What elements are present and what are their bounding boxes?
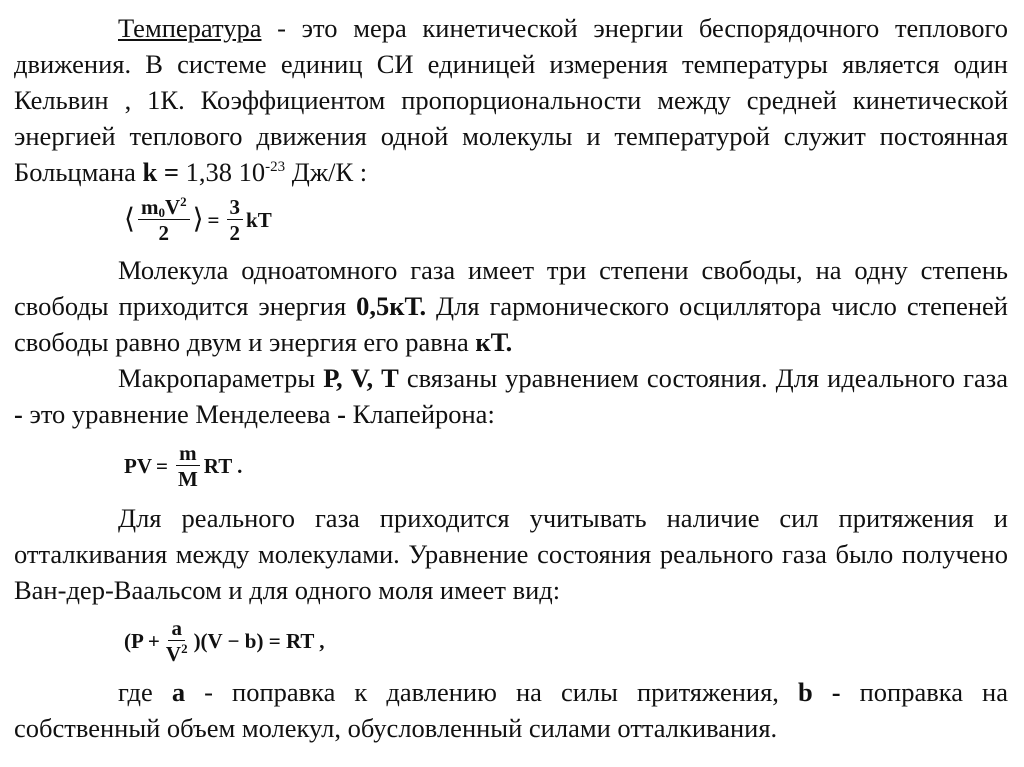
paragraph-corrections [14, 674, 1008, 746]
equals-sign: = [207, 207, 220, 232]
paragraph-degrees-of-freedom [14, 252, 1008, 360]
fraction-numerator [138, 193, 190, 220]
formula-rest: RT . [203, 453, 243, 478]
boltzmann-symbol: k = [142, 157, 186, 187]
formula-lhs: PV [124, 453, 152, 478]
paragraph-text: - поправка к давлению на силы притяжения, [185, 677, 798, 707]
symbol-b: b [797, 677, 813, 707]
velocity-symbol: V [164, 194, 181, 219]
term-temperature: Температура [118, 13, 262, 43]
paragraph-text: Молекула одноатомного газа имеет три степени свободы, на одну степень свободы приходится энергия [14, 255, 1008, 321]
fraction-denominator: 2 [158, 220, 170, 245]
volume-exponent: 2 [181, 640, 188, 656]
formula-van-der-waals [124, 614, 1008, 668]
formula-open: (P + [124, 628, 160, 653]
dash: - [831, 677, 841, 707]
paragraph-text: Макропараметры [118, 363, 324, 393]
fraction-three-halves [227, 196, 244, 245]
paragraph-temperature [14, 10, 1008, 190]
fraction-m-over-M [175, 442, 201, 491]
boltzmann-value: 1,38 10 [185, 157, 266, 187]
mass-symbol: m [140, 194, 159, 219]
fraction-numerator: a [168, 617, 185, 641]
dash: - [337, 399, 346, 429]
paragraph-text [813, 677, 832, 707]
fraction-mv2 [138, 193, 190, 245]
symbol-a: а [171, 677, 186, 707]
velocity-exponent: 2 [180, 193, 187, 209]
fraction-denominator: M [177, 466, 198, 491]
fraction-denominator [163, 641, 191, 666]
paragraph-text: - это мера кинетической энергии беспорядочного теплового движения. В системе единиц СИ единицей измерения температуры является один Кельвин , 1К. Коэффициентом пропорциональности между средней кинетической энергией теплового движения одной молекулы и температурой служит постоянная Больцмана [14, 13, 1008, 187]
paragraph-text: это уравнение Менделеева [22, 399, 338, 429]
right-angle-bracket: ⟩ [192, 204, 204, 235]
dash: - [14, 399, 23, 429]
formula-mendeleev-clapeyron [124, 438, 1008, 494]
formula-rest: kT [246, 207, 272, 232]
mass-subscript: 0 [158, 204, 165, 220]
fraction-numerator: 3 [227, 196, 244, 220]
paragraph-text: Для гармонического осциллятора число степеней свободы равно двум и энергия его равна [14, 291, 1008, 357]
paragraph-text: поправка на собственный объем молекул, обусловленный силами отталкивания. [14, 677, 1008, 743]
boltzmann-exponent: -23 [265, 159, 286, 175]
paragraph-macroparameters [14, 360, 1008, 432]
formula-kinetic-energy [124, 192, 1008, 248]
paragraph-text: Клапейрона: [345, 399, 495, 429]
formula-rest: )(V − b) = RT , [193, 628, 325, 653]
paragraph-text: связаны уравнением состояния. Для идеального газа [398, 363, 1008, 393]
volume-symbol: V [165, 641, 182, 666]
left-angle-bracket: ⟨ [124, 204, 135, 235]
paragraph-text: где [118, 677, 172, 707]
equals-sign: = [156, 453, 168, 478]
fraction-denominator: 2 [229, 220, 241, 245]
energy-value: 0,5кТ. [356, 291, 427, 321]
fraction-numerator: m [176, 442, 200, 466]
macroparameters-list: Р, V, Т [323, 363, 399, 393]
energy-value: кТ. [475, 327, 513, 357]
fraction-a-over-v2 [163, 617, 191, 666]
paragraph-real-gas: Для реального газа приходится учитывать наличие сил притяжения и отталкивания между молекулами. Уравнение состояния реального газа было получено Ван-дер-Ваальсом и для одного моля имеет вид: [14, 503, 1008, 605]
boltzmann-unit: Дж/К : [285, 157, 368, 187]
